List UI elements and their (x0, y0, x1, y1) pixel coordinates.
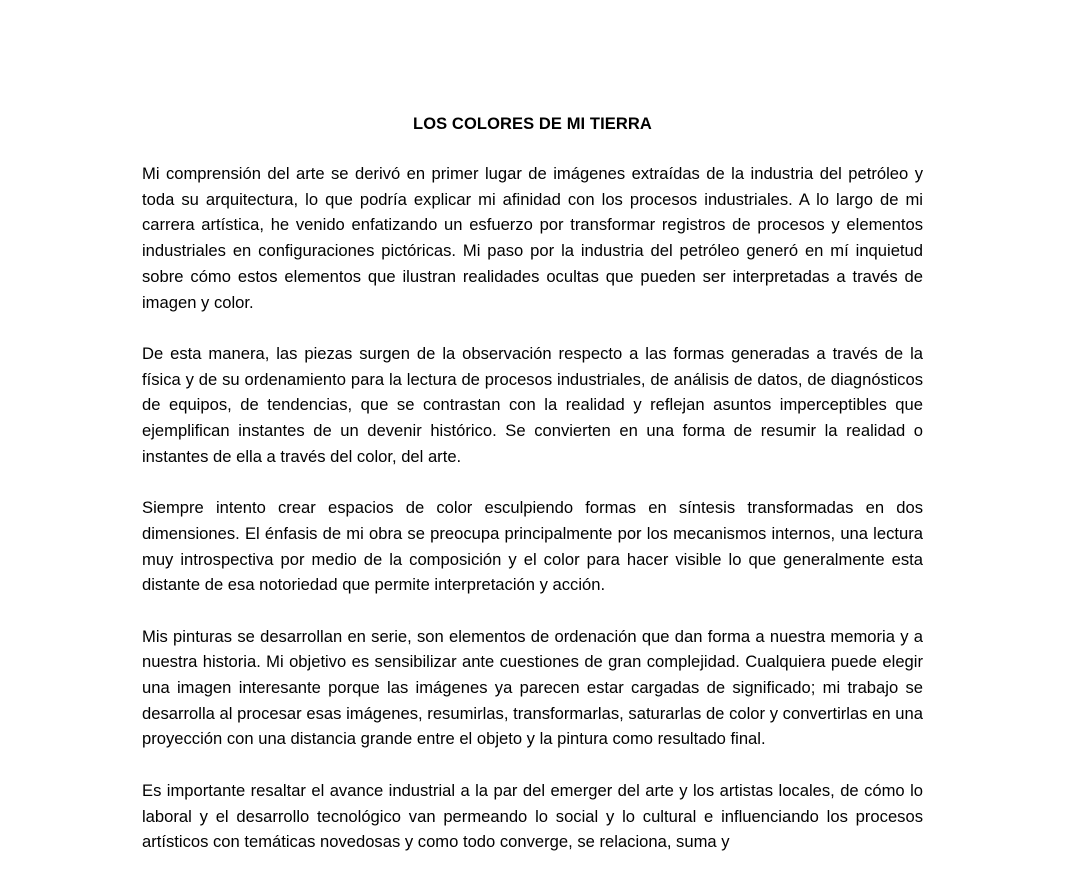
paragraph-5: Es importante resaltar el avance industrial a la par del emerger del arte y los artistas locales, de cómo lo laboral y el desarrollo tecnológico van permeando lo social y lo cultural e influenciando los procesos artísticos con temáticas novedosas y como todo converge, se relaciona, suma y (142, 780, 923, 852)
paragraph-3: Siempre intento crear espacios de color esculpiendo formas en síntesis transformadas en dos dimensiones. El énfasis de mi obra se preocupa principalmente por los mecanismos internos, una lectura muy introspectiva por medio de la composición y el color para hacer visible lo que generalmente esta distante de esa notoriedad que permite interpretación y acción. (142, 498, 923, 595)
paragraph-2: De esta manera, las piezas surgen de la observación respecto a las formas generadas a través de la física y de su ordenamiento para la lectura de procesos industriales, de análisis de datos, de diagnósticos de equipos, de tendencias, que se contrastan con la realidad y reflejan asuntos imperceptibles que ejemplifican instantes de un devenir histórico. Se convierten en una forma de resumir la realidad o instantes de ella a través del color, del arte. (142, 343, 923, 466)
document-title: LOS COLORES DE MI TIERRA (413, 115, 652, 133)
paragraph-4: Mis pinturas se desarrollan en serie, son elementos de ordenación que dan forma a nuestra memoria y a nuestra historia. Mi objetivo es sensibilizar ante cuestiones de gran complejidad. Cualquiera puede elegir una imagen interesante porque las imágenes ya parecen estar cargadas de significado; mi trabajo se desarrolla al procesar esas imágenes, resumirlas, transformarlas, saturarlas de color y convertirlas en una proyección con una distancia grande entre el objeto y la pintura como resultado final. (142, 626, 923, 749)
paragraph-1: Mi comprensión del arte se derivó en primer lugar de imágenes extraídas de la industria del petróleo y toda su arquitectura, lo que podría explicar mi afinidad con los procesos industriales. A lo largo de mi carrera artística, he venido enfatizando un esfuerzo por transformar registros de procesos y elementos industriales en configuraciones pictóricas. Mi paso por la industria del petróleo generó en mí inquietud sobre cómo estos elementos que ilustran realidades ocultas que pueden ser interpretadas a través de imagen y color. (142, 164, 923, 312)
document-body (142, 161, 923, 881)
